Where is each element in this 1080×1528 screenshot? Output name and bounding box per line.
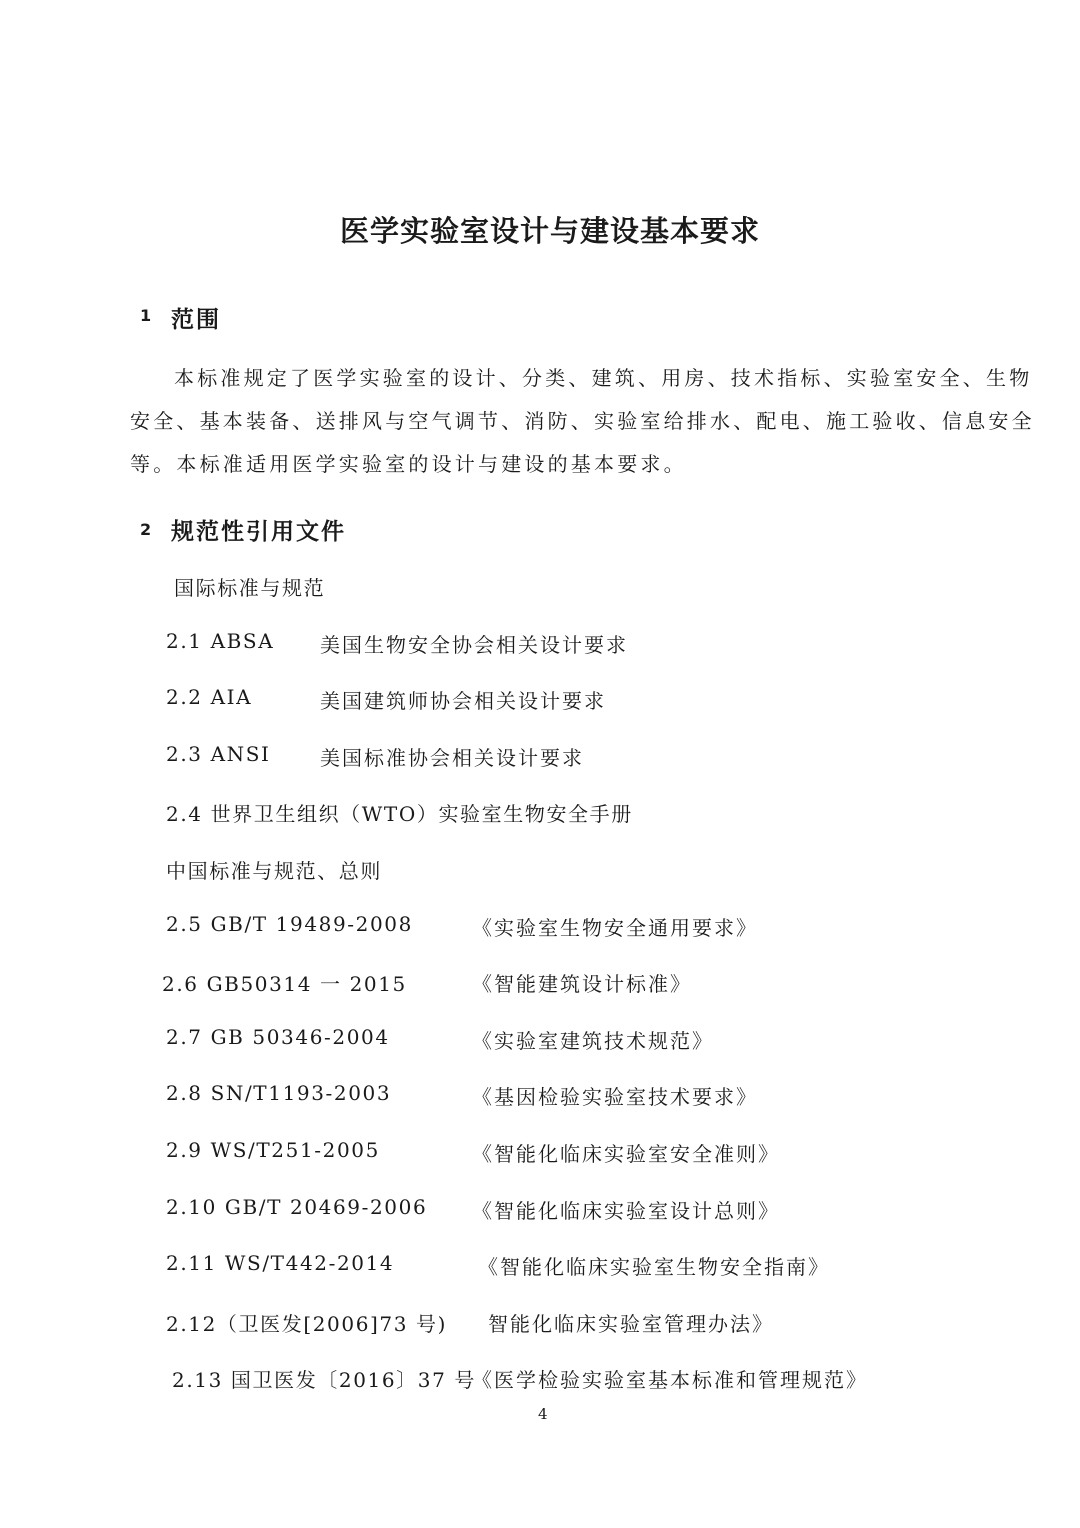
document-title: 医学实验室设计与建设基本要求 (339, 214, 760, 248)
ref-2-13-number: 2.13 国卫医发〔2016〕37 号 (172, 1368, 476, 1392)
ref-2-7-number: 2.7 GB 50346-2004 (166, 1025, 390, 1049)
ref-2-13-name: 《医学检验实验室基本标准和管理规范》 (472, 1368, 868, 1392)
scope-paragraph-line-1: 本标准规定了医学实验室的设计、分类、建筑、用房、技术指标、实验室安全、生物 (174, 366, 1033, 390)
ref-2-6-name: 《智能建筑设计标准》 (472, 972, 692, 996)
ref-2-10-number: 2.10 GB/T 20469-2006 (166, 1195, 428, 1219)
ref-2-5-name: 《实验室生物安全通用要求》 (472, 916, 758, 940)
ref-2-9-number: 2.9 WS/T251-2005 (166, 1138, 380, 1162)
ref-2-6-number: 2.6 GB50314 一 2015 (162, 972, 407, 996)
page-number: 4 (538, 1405, 548, 1423)
scope-paragraph-line-2: 安全、基本装备、送排风与空气调节、消防、实验室给排水、配电、施工验收、信息安全 (130, 409, 1035, 433)
ref-2-1-number: 2.1 ABSA (166, 629, 275, 653)
section-2-heading: 规范性引用文件 (171, 519, 346, 545)
ref-2-2-name: 美国建筑师协会相关设计要求 (320, 689, 606, 713)
ref-2-8-name: 《基因检验实验室技术要求》 (472, 1085, 758, 1109)
ref-2-1-name: 美国生物安全协会相关设计要求 (320, 633, 628, 657)
scope-paragraph-line-3: 等。本标准适用医学实验室的设计与建设的基本要求。 (130, 452, 687, 476)
ref-2-11-name: 《智能化临床实验室生物安全指南》 (478, 1255, 830, 1279)
ref-2-3-number: 2.3 ANSI (166, 742, 271, 766)
ref-2-12-number: 2.12（卫医发[2006]73 号) (166, 1312, 448, 1336)
ref-2-4: 2.4 世界卫生组织（WTO）实验室生物安全手册 (166, 802, 633, 826)
ref-2-10-name: 《智能化临床实验室设计总则》 (472, 1199, 780, 1223)
ref-2-2-number: 2.2 AIA (166, 685, 253, 709)
china-standards-label: 中国标准与规范、总则 (166, 859, 382, 883)
section-2-number: 2 (140, 520, 152, 539)
section-1-number: 1 (140, 306, 152, 325)
ref-2-5-number: 2.5 GB/T 19489-2008 (166, 912, 413, 936)
section-1-heading: 范围 (171, 307, 221, 333)
ref-2-3-name: 美国标准协会相关设计要求 (320, 746, 584, 770)
ref-2-9-name: 《智能化临床实验室安全准则》 (472, 1142, 780, 1166)
ref-2-11-number: 2.11 WS/T442-2014 (166, 1251, 395, 1275)
ref-2-7-name: 《实验室建筑技术规范》 (472, 1029, 714, 1053)
ref-2-8-number: 2.8 SN/T1193-2003 (166, 1081, 392, 1105)
international-standards-label: 国际标准与规范 (174, 576, 326, 600)
ref-2-12-name: 智能化临床实验室管理办法》 (488, 1312, 774, 1336)
